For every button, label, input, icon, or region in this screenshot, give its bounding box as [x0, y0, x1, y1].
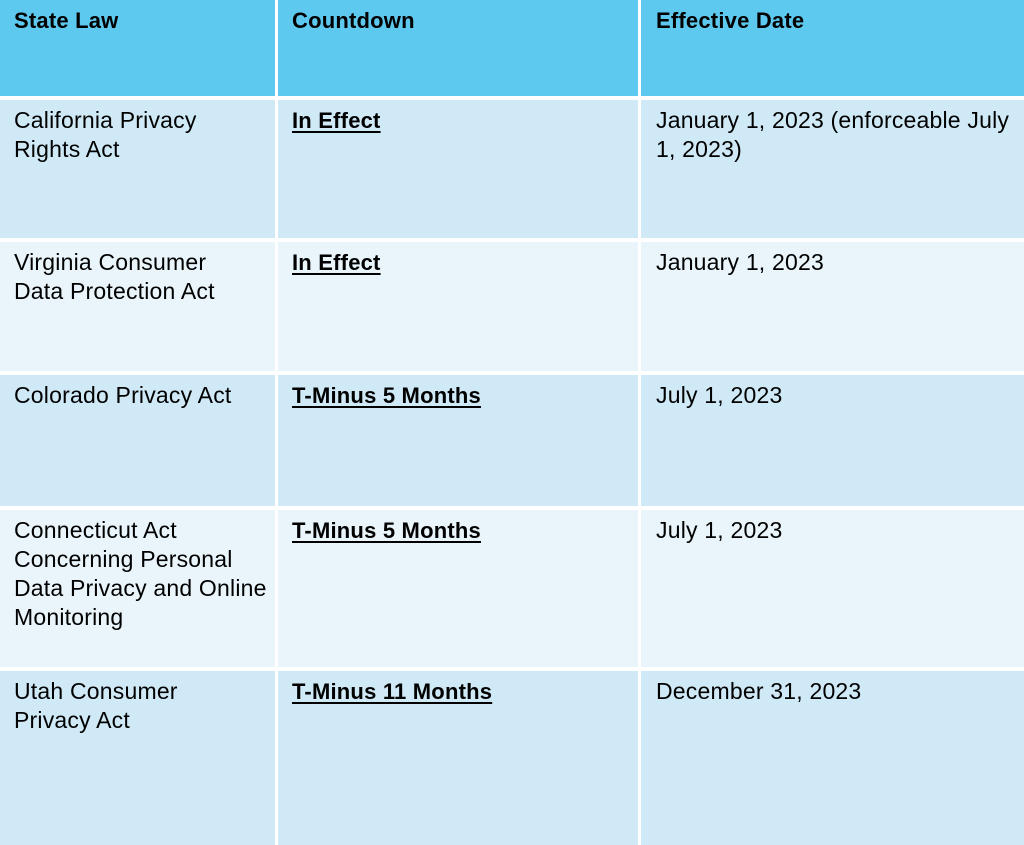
effective-date-cell: July 1, 2023 [641, 510, 1024, 667]
effective-date-cell: July 1, 2023 [641, 375, 1024, 506]
table-row [0, 375, 1024, 506]
countdown-cell [278, 242, 638, 371]
state-law-cell: Colorado Privacy Act [0, 375, 275, 506]
header-state-law: State Law [0, 0, 275, 96]
countdown-link[interactable]: T-Minus 5 Months [292, 383, 481, 408]
countdown-link[interactable]: In Effect [292, 250, 381, 275]
state-law-cell: Connecticut Act Concerning Personal Data Privacy and Online Monitoring [0, 510, 275, 667]
effective-date-cell: January 1, 2023 (enforceable July 1, 2023) [641, 100, 1024, 238]
state-law-cell: Virginia Consumer Data Protection Act [0, 242, 275, 371]
table-row [0, 510, 1024, 667]
effective-date-cell: December 31, 2023 [641, 671, 1024, 845]
state-law-cell: Utah Consumer Privacy Act [0, 671, 275, 845]
countdown-cell [278, 510, 638, 667]
header-effective-date: Effective Date [641, 0, 1024, 96]
countdown-cell [278, 100, 638, 238]
state-law-cell: California Privacy Rights Act [0, 100, 275, 238]
table-row [0, 242, 1024, 371]
countdown-link[interactable]: T-Minus 11 Months [292, 679, 493, 704]
countdown-link[interactable]: T-Minus 5 Months [292, 518, 481, 543]
table-row [0, 100, 1024, 238]
table-row [0, 671, 1024, 845]
effective-date-cell: January 1, 2023 [641, 242, 1024, 371]
countdown-cell [278, 671, 638, 845]
table-header-row [0, 0, 1024, 96]
countdown-link[interactable]: In Effect [292, 108, 381, 133]
header-countdown: Countdown [278, 0, 638, 96]
countdown-cell [278, 375, 638, 506]
